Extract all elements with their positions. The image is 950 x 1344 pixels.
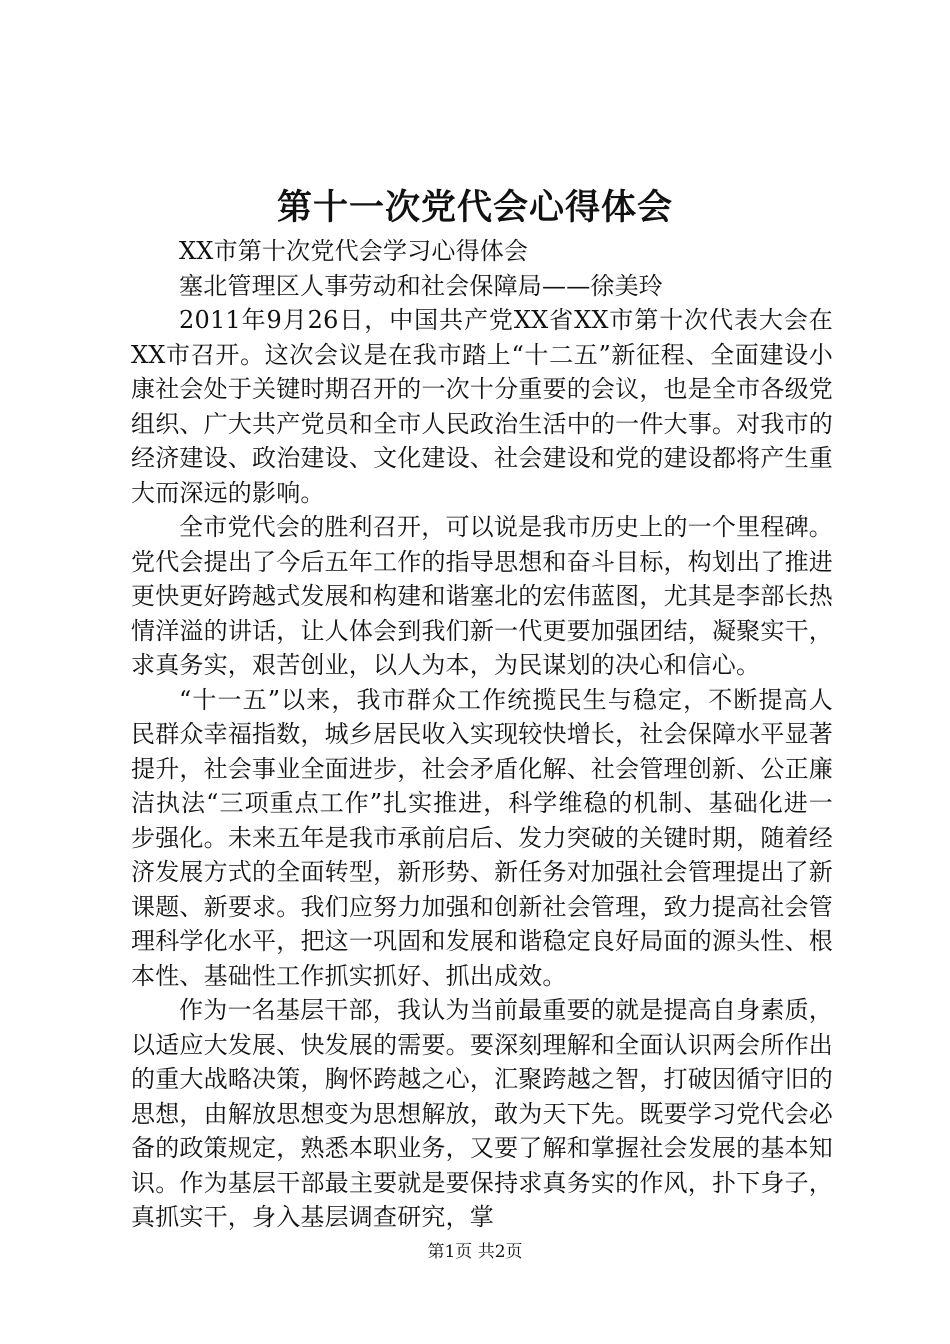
body-paragraph: 全市党代会的胜利召开，可以说是我市历史上的一个里程碑。党代会提出了今后五年工作的指导思想和奋斗目标，构划出了推进更快更好跨越式发展和构建和谐塞北的宏伟蓝图，尤其是李部长热情洋溢的讲话，让人体会到我们新一代更要加强团结，凝聚实干，求真务实，艰苦创业，以人为本，为民谋划的决心和信心。 bbox=[131, 513, 833, 679]
body-paragraph: 作为一名基层干部，我认为当前最重要的就是提高自身素质，以适应大发展、快发展的需要。要深刻理解和全面认识两会所作出的重大战略决策，胸怀跨越之心，汇聚跨越之智，打破因循守旧的思想，由解放思想变为思想解放，敢为天下先。既要学习党代会必备的政策规定，熟悉本职业务，又要了解和掌握社会发展的基本知识。作为基层干部最主要就是要保持求真务实的作风，扑下身子，真抓实干，身入基层调查研究，掌 bbox=[131, 996, 833, 1231]
document-title: 第十一次党代会心得体会 bbox=[276, 187, 673, 228]
body-paragraph: 2011年9月26日，中国共产党XX省XX市第十次代表大会在XX市召开。这次会议是在我市踏上“十二五”新征程、全面建设小康社会处于关键时期召开的一次十分重要的会议，也是全市各级党组织、广大共产党员和全市人民政治生活中的一件大事。对我市的经济建设、政治建设、文化建设、社会建设和党的建设都将产生重大而深远的影响。 bbox=[131, 306, 833, 507]
subtitle-line: XX市第十次党代会学习心得体会 bbox=[179, 237, 529, 265]
document-body bbox=[131, 234, 833, 1235]
page-number-footer: 第1页 共2页 bbox=[427, 1242, 523, 1262]
body-paragraph: “十一五”以来，我市群众工作统揽民生与稳定，不断提高人民群众幸福指数，城乡居民收入实现较快增长，社会保障水平显著提升，社会事业全面进步，社会矛盾化解、社会管理创新、公正廉洁执法“三项重点工作”扎实推进，科学维稳的机制、基础化进一步强化。未来五年是我市承前启后、发力突破的关键时期，随着经济发展方式的全面转型，新形势、新任务对加强社会管理提出了新课题、新要求。我们应努力加强和创新社会管理，致力提高社会管理科学化水平，把这一巩固和发展和谐稳定良好局面的源头性、根本性、基础性工作抓实抓好、抓出成效。 bbox=[131, 685, 833, 990]
author-line: 塞北管理区人事劳动和社会保障局——徐美玲 bbox=[179, 271, 663, 300]
